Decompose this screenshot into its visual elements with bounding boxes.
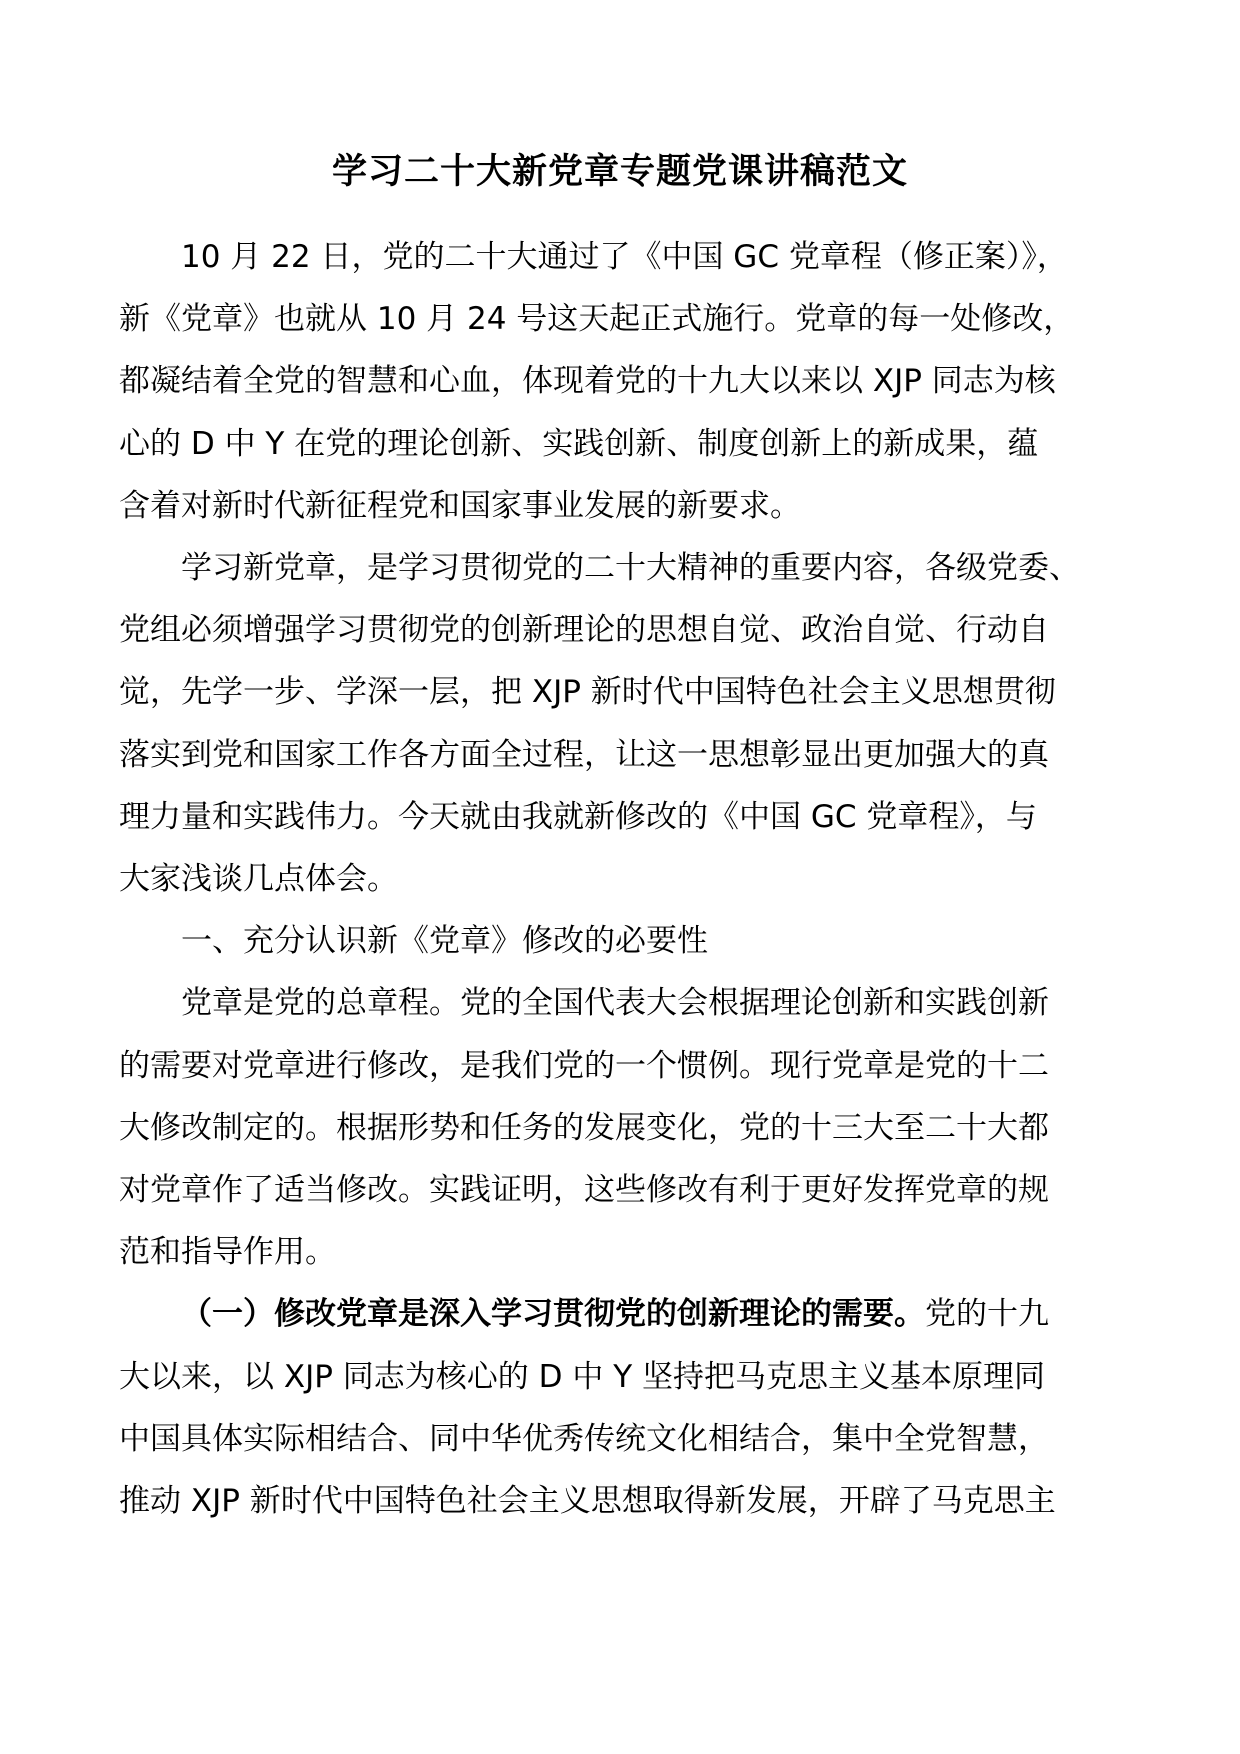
text-line: 心的 D 中 Y 在党的理论创新、实践创新、制度创新上的新成果，蕴 [119,425,1039,462]
document-body [119,226,1129,1532]
text-line: 新《党章》也就从 10 月 24 号这天起正式施行。党章的每一处修改， [119,301,1075,338]
text-line: 大修改制定的。根据形势和任务的发展变化，党的十三大至二十大都 [119,1109,1049,1146]
paragraph-study [119,537,1129,910]
document-title: 学习二十大新党章专题党课讲稿范文 [331,152,908,192]
text-line: 推动 XJP 新时代中国特色社会主义思想取得新发展，开辟了马克思主 [119,1483,1056,1520]
text-line: 10 月 22 日，党的二十大通过了《中国 GC 党章程（修正案）》， [181,239,1068,275]
text-line: 党章是党的总章程。党的全国代表大会根据理论创新和实践创新 [181,985,1049,1022]
text-line [119,1283,1129,1345]
paragraph-intro [119,226,1129,537]
text-line: 党组必须增强学习贯彻党的创新理论的思想自觉、政治自觉、行动自 [119,612,1049,649]
subsection-lead: （一）修改党章是深入学习贯彻党的创新理论的需要。 [181,1296,925,1333]
text-line: 大家浅谈几点体会。 [119,861,398,898]
text-line: 都凝结着全党的智慧和心血，体现着党的十九大以来以 XJP 同志为核 [119,363,1056,400]
text-line: 含着对新时代新征程党和国家事业发展的新要求。 [119,487,801,524]
text-line: 中国具体实际相结合、同中华优秀传统文化相结合，集中全党智慧， [119,1420,1049,1457]
text-line: 对党章作了适当修改。实践证明，这些修改有利于更好发挥党章的规 [119,1172,1049,1209]
paragraph-charter [119,972,1129,1283]
text-line: 觉，先学一步、学深一层，把 XJP 新时代中国特色社会主义思想贯彻 [119,674,1056,711]
text-line: 理力量和实践伟力。今天就由我就新修改的《中国 GC 党章程》，与 [119,798,1037,835]
text-line: 大以来，以 XJP 同志为核心的 D 中 Y 坚持把马克思主义基本原理同 [119,1358,1046,1395]
paragraph-subsection-one [119,1283,1129,1532]
section-heading [119,910,1129,972]
text-line: 一、充分认识新《党章》修改的必要性 [181,923,708,960]
text-line: 学习新党章，是学习贯彻党的二十大精神的重要内容，各级党委、 [181,550,1080,587]
text-line: 范和指导作用。 [119,1234,336,1271]
text-line: 落实到党和国家工作各方面全过程，让这一思想彰显出更加强大的真 [119,736,1049,773]
text-line: 的需要对党章进行修改，是我们党的一个惯例。现行党章是党的十二 [119,1047,1049,1084]
text-segment: 党的十九 [925,1296,1049,1333]
